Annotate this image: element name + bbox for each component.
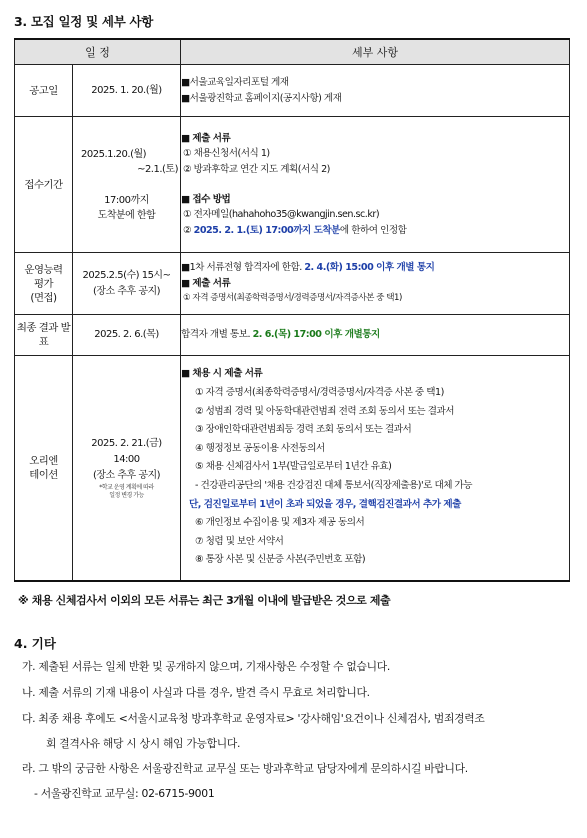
row-category <box>15 315 73 356</box>
date-text: 2025. 2. 21.(금) <box>91 437 162 449</box>
detail-line: ⑧ 통장 사본 및 신분증 사본(주민번호 포함) <box>195 554 366 566</box>
detail-line: ② 방과후학교 연간 지도 계획(서식 2) <box>183 163 330 175</box>
etc-item: 다. 최종 채용 후에도 <서울시교육청 방과후학교 운영자료> '강사해임'요건이나 신체검사, 범죄경력조 <box>22 712 485 725</box>
header-details: 세부 사항 <box>181 39 570 65</box>
table-row <box>15 117 570 253</box>
highlight-deadline: 2025. 2. 1.(토) 17:00까지 도착분 <box>193 224 340 236</box>
date-text: (장소 추후 공지) <box>92 285 161 297</box>
detail-line: ■ 제출 서류 <box>181 277 231 289</box>
table-row <box>15 65 570 117</box>
documents-note: ※ 채용 신체검사서 이외의 모든 서류는 최근 3개월 이내에 발급받은 것으로 제출 <box>18 594 391 607</box>
detail-line: ① 전자메일(hahahoho35@kwangjin.sen.sc.kr) <box>183 209 380 221</box>
category-text: 평가 <box>33 277 54 290</box>
detail-line: ■ 접수 방법 <box>181 194 231 205</box>
detail-line: ■ 채용 시 제출 서류 <box>181 368 263 380</box>
etc-item: 라. 그 밖의 궁금한 사항은 서울광진학교 교무실 또는 방과후학교 담당자에게 문의하시길 바랍니다. <box>22 762 468 775</box>
detail-line: ④ 행정정보 공동이용 사전동의서 <box>195 442 325 454</box>
section-3-title: 3. 모집 일정 및 세부 사항 <box>14 14 154 29</box>
date-footnote: *학교 운영 계획에 따라 <box>99 483 154 491</box>
row-details <box>181 356 570 581</box>
detail-line <box>181 223 569 238</box>
table-row <box>15 253 570 315</box>
row-category <box>15 253 73 315</box>
detail-line: ■ 제출 서류 <box>181 132 231 144</box>
highlight-notice: 2. 4.(화) 15:00 이후 개별 통지 <box>304 262 435 274</box>
row-category <box>15 65 73 117</box>
contact-line: - 서울광진학교 교무실: 02-6715-9001 <box>34 787 215 800</box>
row-date <box>73 65 181 117</box>
section-4-title: 4. 기타 <box>14 636 56 651</box>
detail-prefix: ■1차 서류전형 합격자에 한함. <box>181 262 305 274</box>
row-date <box>73 356 181 581</box>
category-text: 공고일 <box>29 84 58 97</box>
date-text: 2025. 2. 6.(목) <box>94 329 159 340</box>
date-text: 2025.1.20.(월) <box>81 148 147 160</box>
date-text: 17:00까지 <box>104 194 149 206</box>
detail-line: ① 자격 증명서(최종학력증명서/경력증명서/자격증 사본 중 택1) <box>195 387 444 399</box>
date-text: 2025.2.5(수) 15시~ <box>82 269 171 281</box>
row-date <box>73 117 181 253</box>
date-text: 14:00 <box>113 453 140 465</box>
header-schedule: 일 정 <box>15 39 181 65</box>
schedule-table <box>14 38 570 582</box>
detail-line <box>181 260 569 275</box>
detail-line: ③ 장애인학대관련범죄등 경력 조회 동의서 또는 결과서 <box>195 424 412 436</box>
detail-suffix: 에 한하여 인정함 <box>339 224 407 236</box>
date-text: 2025. 1. 20.(월) <box>91 84 162 96</box>
detail-line: ② 성범죄 경력 및 아동학대관련범죄 전력 조회 동의서 또는 결과서 <box>195 405 455 417</box>
detail-prefix: 합격자 개별 통보. <box>181 329 253 341</box>
table-row <box>15 356 570 581</box>
highlight-condition: 단, 검진일로부터 1년이 초과 되었을 경우, 결핵검진결과서 추가 제출 <box>189 498 461 510</box>
etc-item: 회 결격사유 해당 시 상시 해임 가능합니다. <box>46 737 241 750</box>
highlight-result: 2. 6.(목) 17:00 이후 개별통지 <box>252 329 380 341</box>
row-details <box>181 253 570 315</box>
category-text: (면접) <box>30 291 57 304</box>
row-category <box>15 117 73 253</box>
category-text: 오리엔 <box>29 454 58 467</box>
detail-line: ■서울교육일자리포털 게재 <box>181 77 289 89</box>
detail-line: ⑦ 청렴 및 보안 서약서 <box>195 535 284 547</box>
etc-item: 가. 제출된 서류는 일체 반환 및 공개하지 않으며, 기재사항은 수정할 수 없습니다. <box>22 660 390 673</box>
date-text: 도착분에 한함 <box>97 209 156 221</box>
row-details <box>181 117 570 253</box>
date-text: ~2.1.(토) <box>137 163 178 175</box>
table-header-row <box>15 39 570 65</box>
category-text: 표 <box>38 336 49 348</box>
category-text: 운영능력 <box>24 263 63 276</box>
detail-line: ■서울광진학교 홈페이지(공지사항) 게재 <box>181 92 342 104</box>
detail-line: ⑥ 개인정보 수집이용 및 제3자 제공 동의서 <box>195 517 365 529</box>
detail-line: ① 자격 증명서(최종학력증명서/경력증명서/자격증사본 중 택1) <box>183 293 402 304</box>
row-date <box>73 315 181 356</box>
table-row <box>15 315 570 356</box>
row-category <box>15 356 73 581</box>
category-text: 테이션 <box>29 468 58 481</box>
date-footnote: 일정 변경 가능 <box>109 491 144 499</box>
row-details <box>181 65 570 117</box>
date-text: (장소 추후 공지) <box>92 469 161 481</box>
detail-line <box>181 327 569 342</box>
category-text: 최종 결과 발 <box>16 322 71 334</box>
detail-line: ① 채용신청서(서식 1) <box>183 148 270 160</box>
detail-prefix: ② <box>183 224 194 236</box>
row-details <box>181 315 570 356</box>
detail-line: ⑤ 채용 신체검사서 1부(발급일로부터 1년간 유효) <box>195 461 392 473</box>
row-date <box>73 253 181 315</box>
detail-line: - 건강관리공단의 '채용 건강검진 대체 통보서(직장제출용)'로 대체 가능 <box>195 480 473 492</box>
category-text: 접수기간 <box>24 178 63 191</box>
etc-item: 나. 제출 서류의 기재 내용이 사실과 다를 경우, 발견 즉시 무효로 처리합니다. <box>22 686 370 699</box>
